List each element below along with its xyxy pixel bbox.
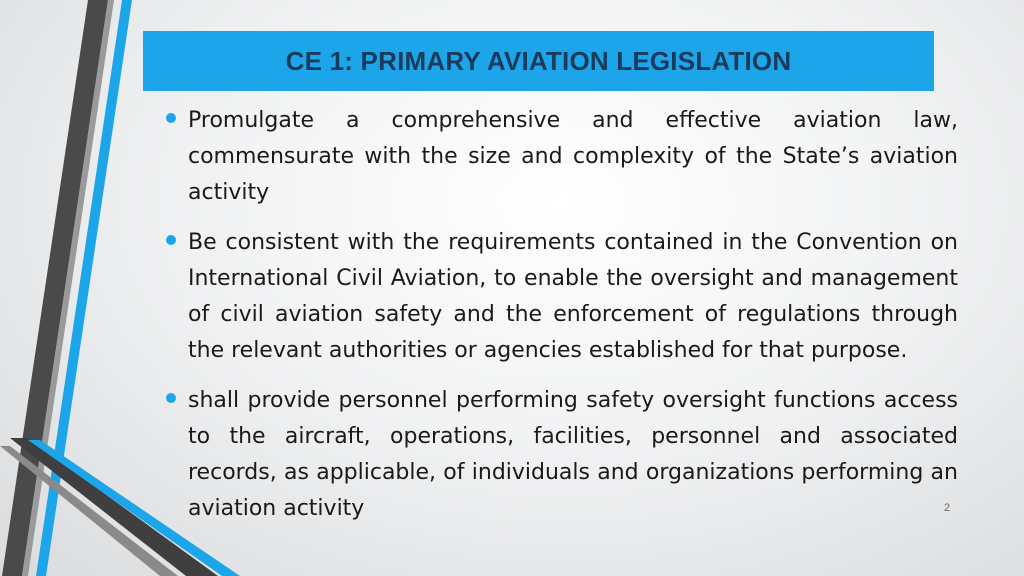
bullet-text: Promulgate a comprehensive and effective aviation law, commensurate with the size and complexity of the State’s aviation activity bbox=[188, 108, 958, 205]
bullet-item bbox=[160, 225, 958, 369]
page-number: 2 bbox=[944, 502, 951, 514]
bullet-item bbox=[160, 383, 958, 527]
bullet-item bbox=[160, 103, 958, 211]
bullet-dot-icon bbox=[166, 235, 176, 245]
bullet-dot-icon bbox=[166, 393, 176, 403]
slide-title: CE 1: PRIMARY AVIATION LEGISLATION bbox=[285, 45, 792, 76]
bullet-text: shall provide personnel performing safety oversight functions access to the aircraft, operations, facilities, personnel and associated records, as applicable, of individuals and organizations performing an aviation activity bbox=[188, 388, 958, 521]
title-banner bbox=[143, 31, 934, 91]
bullet-list bbox=[160, 103, 958, 541]
bullet-text: Be consistent with the requirements contained in the Convention on International Civil Aviation, to enable the oversight and management of civil aviation safety and the enforcement of regulations through the relevant authorities or agencies established for that purpose. bbox=[188, 230, 958, 363]
bullet-dot-icon bbox=[166, 113, 176, 123]
